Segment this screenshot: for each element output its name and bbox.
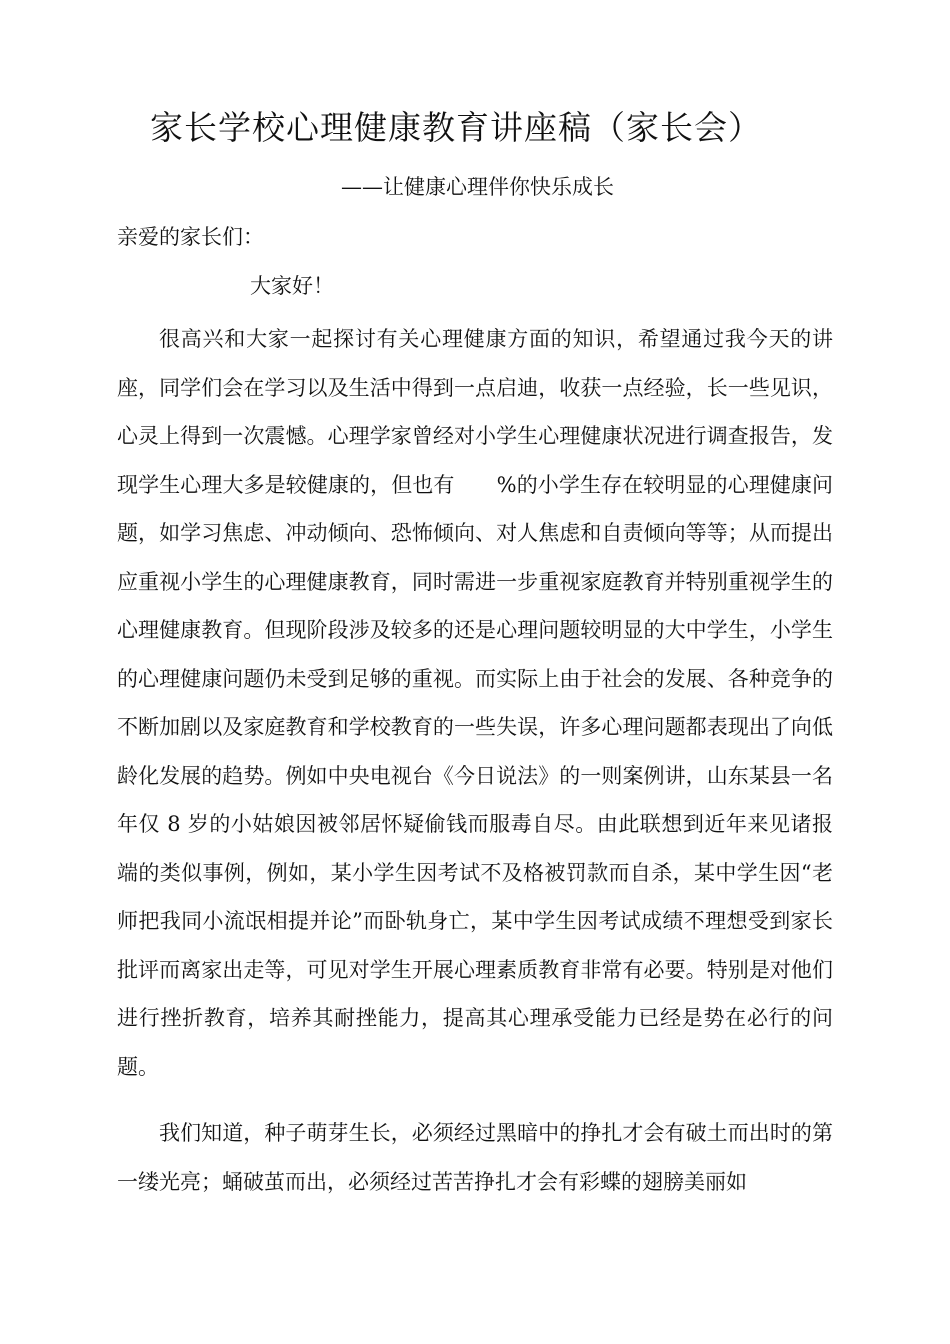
document-title: 家长学校心理健康教育讲座稿（家长会）	[150, 108, 762, 147]
greeting: 大家好！	[250, 274, 334, 298]
salutation: 亲爱的家长们：	[117, 225, 264, 249]
body-paragraph: 很高兴和大家一起探讨有关心理健康方面的知识，希望通过我今天的讲座，同学们会在学习以及生活中得到一点启迪，收获一点经验，长一些见识，心灵上得到一次震憾。心理学家曾经对小学生心理健康状况进行调查报告，发现学生心理大多是较健康的，但也有 %的小学生存在较明显的心理健康问题，如学习焦虑、冲动倾向、恐怖倾向、对人焦虑和自责倾向等等；从而提出应重视小学生的心理健康教育，同时需进一步重视家庭教育并特别重视学生的心理健康教育。但现阶段涉及较多的还是心理问题较明显的大中学生，小学生的心理健康问题仍未受到足够的重视。而实际上由于社会的发展、各种竞争的不断加剧以及家庭教育和学校教育的一些失误，许多心理问题都表现出了向低龄化发展的趋势。例如中央电视台《今日说法》的一则案例讲，山东某县一名年仅 8 岁的小姑娘因被邻居怀疑偷钱而服毒自尽。由此联想到近年来见诸报端的类似事例，例如，某小学生因考试不及格被罚款而自杀，某中学生因“老师把我同小流氓相提并论”而卧轨身亡，某中学生因考试成绩不理想受到家长批评而离家出走等，可见对学生开展心理素质教育非常有必要。特别是对他们进行挫折教育，培养其耐挫能力，提高其心理承受能力已经是势在必行的问题。	[117, 327, 833, 1079]
document-subtitle: ——让健康心理伴你快乐成长	[341, 175, 614, 199]
body-paragraph: 我们知道，种子萌芽生长，必须经过黑暗中的挣扎才会有破土而出时的第一缕光亮；蛹破茧而出，必须经过苦苦挣扎才会有彩蝶的翅膀美丽如	[117, 1121, 833, 1194]
